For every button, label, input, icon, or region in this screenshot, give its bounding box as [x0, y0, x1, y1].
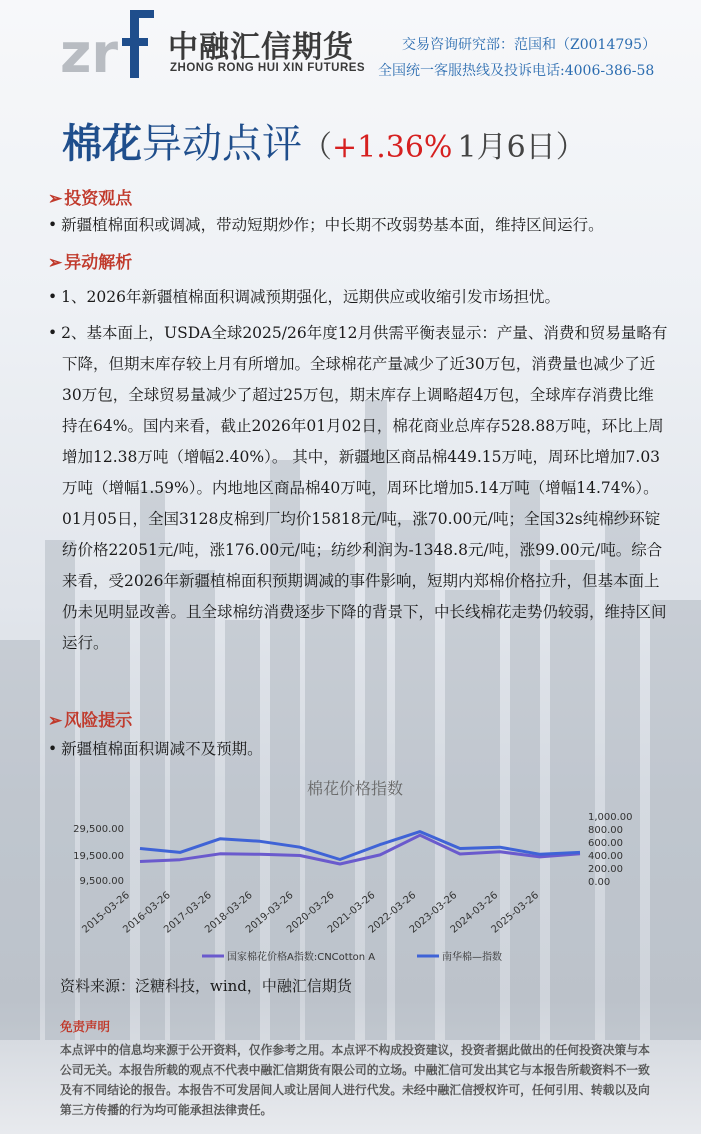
y-right-tick-label: 400.00 — [588, 851, 623, 862]
x-tick-label: 2020-03-26 — [284, 889, 337, 936]
bullet-icon: • — [48, 324, 58, 342]
chart-title: 棉花价格指数 — [306, 779, 404, 798]
cotton-price-chart — [40, 770, 670, 970]
page-title — [62, 112, 586, 169]
data-source: 资料来源：泛糖科技，wind，中融汇信期货 — [60, 977, 352, 995]
view-text: 新疆植棉面积或调减，带动短期炒作；中长期不改弱势基本面，维持区间运行。 — [61, 216, 604, 234]
disclaimer-text: 本点评中的信息均来源于公开资料，仅作参考之用。本点评不构成投资建议，投资者据此做出的任何投资决策与本公司无关。本报告所载的观点不代表中融汇信期货有限公司的立场。中融汇信可发出其它与本报告所载资料不一致及有不同结论的报告。本报告不可发居间人或让居间人进行代发。未经中融汇信授权许可，任何引用、转载以及向第三方传播的行为均可能承担法律责任。 — [60, 1043, 650, 1117]
y-left-tick-label: 29,500.00 — [73, 824, 124, 835]
researcher-info: 交易咨询研究部：范国和（Z0014795） — [402, 37, 657, 53]
risk-paragraph — [48, 734, 668, 765]
section-heading-view — [48, 184, 132, 209]
x-tick-label: 2019-03-26 — [244, 889, 296, 936]
title-date: 1月6日） — [457, 130, 586, 165]
risk-text: 新疆植棉面积调减不及预期。 — [61, 740, 263, 758]
bullet-icon: • — [48, 740, 58, 758]
svg-text:zr: zr — [60, 22, 119, 80]
section-heading-risk-label: 风险提示 — [64, 711, 133, 731]
y-right-tick-label: 1,000.00 — [588, 812, 633, 823]
analysis-text-2: 2、基本面上，USDA全球2025/26年度12月供需平衡表显示：产量、消费和贸易量略有下降，但期末库存较上月有所增加。全球棉花产量减少了近30万包，消费量也减少了近30万包，全球贸易量减少了超过25万包，期末库存上调略超4万包，全球库存消费比维持在64%。国内来看，截止2026年01月02日，棉花商业总库存528.88万吨，环比上周增加12.38万吨（增幅2.40%）。 其中，新疆地区商品棉449.15万吨，周环比增加7.03万吨（增幅1.59%）。内地地区商品棉40万吨，周环比增加5.14万吨（增幅14.74%）。01月05日，全国3128皮棉到厂均价15818元/吨，涨70.00元/吨；全国32s纯棉纱环锭纺价格22051元/吨，涨176.00元/吨；纺纱利润为-1348.8元/吨，涨99.00元/吨。综合来看，受2026年新疆植棉面积预期调减的事件影响，短期内郑棉价格拉升，但基本面上仍未见明显改善。且全球棉纺消费逐步下降的背景下，中长线棉花走势仍较弱，维持区间运行。 — [61, 324, 668, 652]
hotline-info: 全国统一客服热线及投诉电话:4006-386-58 — [378, 63, 655, 79]
chart-svg — [40, 770, 670, 970]
x-tick-label: 2024-03-26 — [448, 889, 501, 936]
x-tick-label: 2018-03-26 — [203, 889, 255, 936]
bullet-icon: • — [48, 288, 58, 306]
analysis-text-1: 1、2026年新疆植棉面积调减预期强化，远期供应或收缩引发市场担忧。 — [61, 288, 560, 306]
x-tick-label: 2017-03-26 — [162, 889, 214, 936]
section-heading-analysis-label: 异动解析 — [64, 253, 133, 273]
header — [0, 0, 701, 100]
section-heading-risk — [48, 706, 132, 731]
y-right-tick-label: 800.00 — [588, 825, 623, 836]
y-left-tick-label: 9,500.00 — [79, 876, 124, 887]
y-right-tick-label: 200.00 — [588, 864, 623, 875]
legend-label-1: 国家棉花价格A指数:CNCotton A — [227, 952, 376, 963]
section-heading-view-label: 投资观点 — [64, 189, 133, 209]
company-name-en: ZHONG RONG HUI XIN FUTURES — [170, 62, 366, 74]
bullet-icon: • — [48, 216, 58, 234]
x-tick-label: 2023-03-26 — [407, 889, 460, 936]
x-tick-label: 2021-03-26 — [325, 889, 378, 936]
company-logo-mark — [60, 10, 160, 80]
title-commodity: 棉花 — [62, 121, 142, 167]
section-heading-analysis — [48, 248, 132, 273]
x-tick-label: 2015-03-26 — [80, 889, 132, 936]
arrow-icon: ➢ — [48, 253, 63, 273]
y-right-tick-label: 600.00 — [588, 838, 623, 849]
arrow-icon: ➢ — [48, 711, 63, 731]
view-paragraph — [48, 210, 668, 241]
arrow-icon: ➢ — [48, 189, 63, 209]
analysis-point-2 — [48, 318, 668, 659]
title-open-paren: （ — [302, 130, 332, 165]
company-name-cn: 中融汇信期货 — [168, 30, 354, 65]
title-change: +1.36% — [332, 130, 453, 165]
disclaimer-title: 免责声明 — [60, 1019, 111, 1034]
y-left-tick-label: 19,500.00 — [73, 851, 124, 862]
x-tick-label: 2016-03-26 — [121, 889, 173, 936]
legend-label-2: 南华棉—指数 — [442, 952, 502, 963]
title-type: 异动点评 — [142, 121, 302, 167]
analysis-point-1 — [48, 282, 668, 313]
x-tick-label: 2025-03-26 — [489, 889, 542, 936]
x-tick-label: 2022-03-26 — [366, 889, 419, 936]
y-right-tick-label: 0.00 — [588, 877, 611, 888]
